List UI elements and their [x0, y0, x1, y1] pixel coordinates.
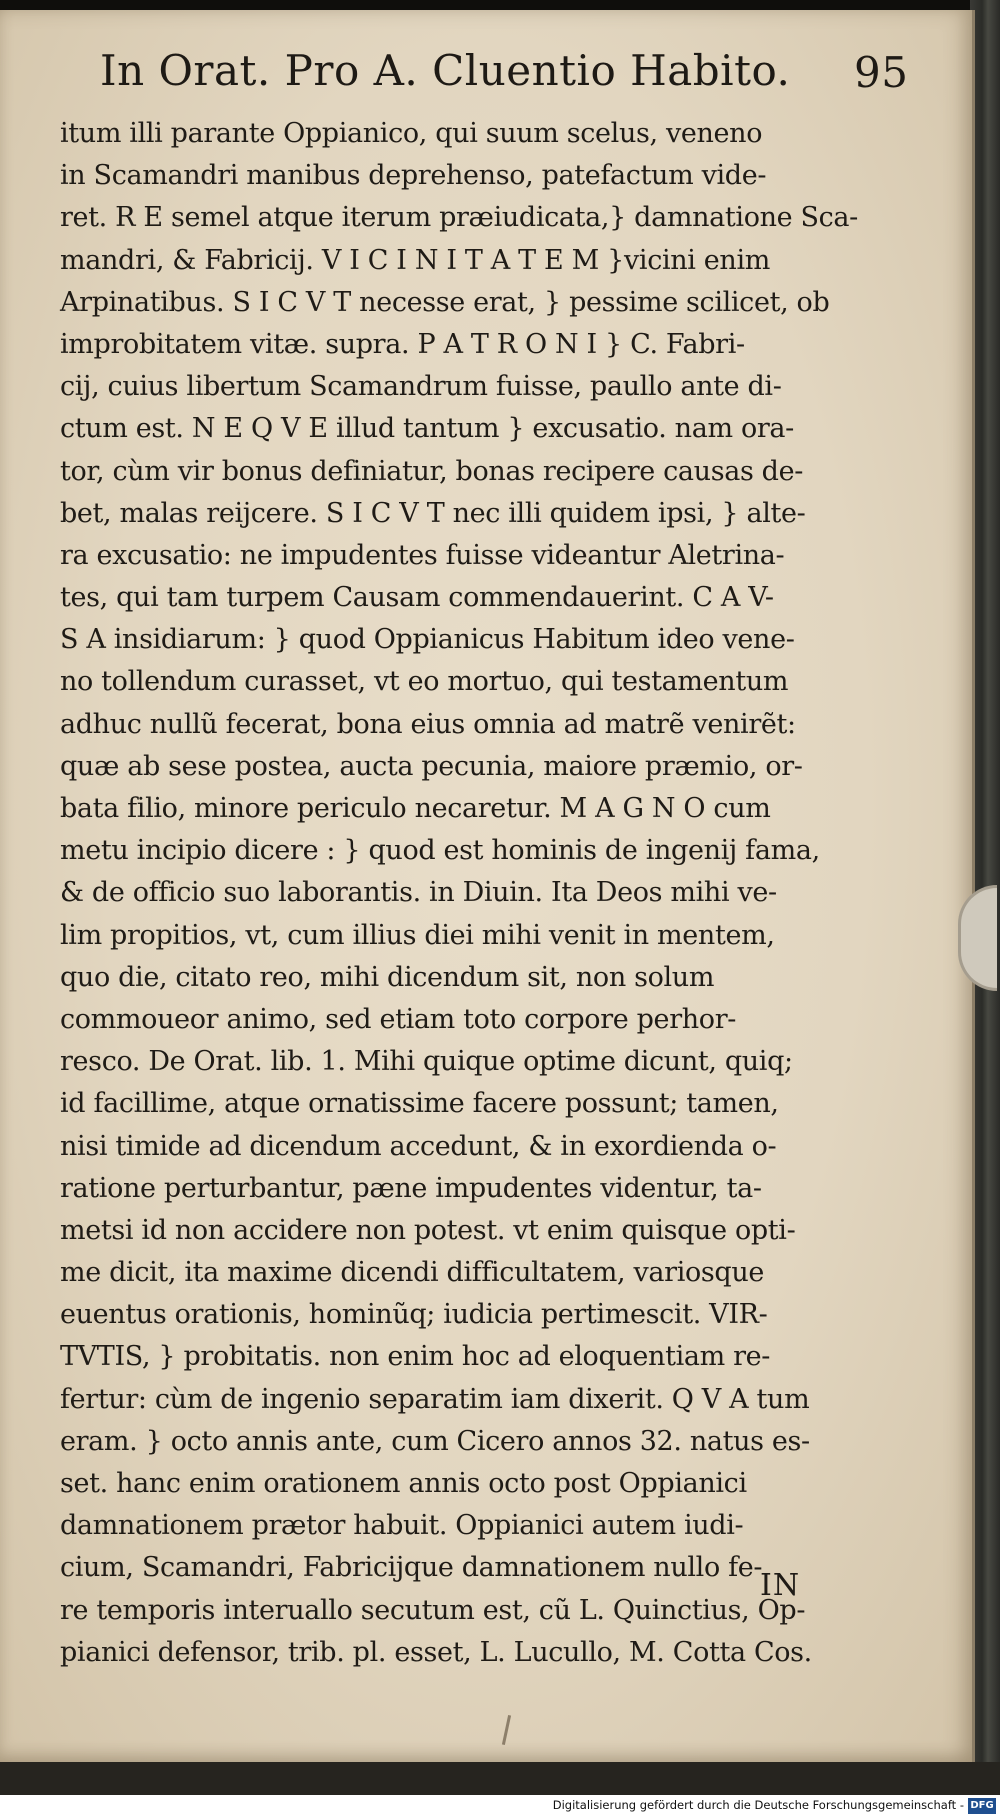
catchword: IN — [760, 1568, 801, 1603]
text-line: me dicit, ita maxime dicendi difficultatem, variosque — [60, 1257, 764, 1289]
text-line: lim propitios, vt, cum illius diei mihi venit in mentem, — [60, 919, 775, 951]
text-line: resco. De Orat. lib. 1. Mihi quique optime dicunt, quiq; — [60, 1046, 793, 1078]
text-line: eram. } octo annis ante, cum Cicero annos 32. natus es- — [60, 1425, 810, 1457]
text-line: bet, malas reijcere. S I C V T nec illi quidem ipsi, } alte- — [60, 497, 806, 529]
text-line: id facillime, atque ornatissime facere possunt; tamen, — [60, 1088, 779, 1120]
text-line: metu incipio dicere : } quod est hominis de ingenij fama, — [60, 835, 820, 867]
dfg-logo-icon: DFG — [968, 1798, 996, 1814]
text-line: no tollendum curasset, vt eo mortuo, qui testamentum — [60, 666, 789, 698]
text-line: itum illi parante Oppianico, qui suum scelus, veneno — [60, 118, 763, 149]
text-line: nisi timide ad dicendum accedunt, & in exordienda o- — [60, 1130, 777, 1162]
text-line: re temporis interuallo secutum est, cũ L. Quinctius, Op- — [60, 1594, 806, 1626]
book-page — [0, 10, 975, 1762]
text-line: metsi id non accidere non potest. vt enim quisque opti- — [60, 1214, 796, 1246]
text-line: pianici defensor, trib. pl. esset, L. Lucullo, M. Cotta Cos. — [60, 1636, 812, 1668]
text-line: S A insidiarum: } quod Oppianicus Habitum ideo vene- — [60, 624, 795, 656]
page-number: 95 — [854, 48, 909, 97]
running-head — [100, 46, 909, 116]
text-line: in Scamandri manibus deprehenso, patefactum vide- — [60, 160, 767, 192]
text-line: ret. R E semel atque iterum præiudicata,} damnatione Sca- — [60, 202, 858, 234]
running-title: In Orat. Pro A. Cluentio Habito. — [100, 46, 791, 95]
text-line: bata filio, minore periculo necaretur. M A G N O cum — [60, 793, 771, 824]
text-line: TVTIS, } probitatis. non enim hoc ad eloquentiam re- — [60, 1341, 771, 1373]
text-line: Arpinatibus. S I C V T necesse erat, } pessime scilicet, ob — [60, 286, 830, 318]
funding-credit: Digitalisierung gefördert durch die Deutsche Forschungsgemeinschaft - — [552, 1798, 964, 1812]
text-line: quo die, citato reo, mihi dicendum sit, non solum — [60, 961, 715, 993]
text-line: improbitatem vitæ. supra. P A T R O N I } C. Fabri- — [60, 328, 745, 360]
text-line: mandri, & Fabricij. V I C I N I T A T E M }vicini enim — [60, 244, 771, 276]
text-line: euentus orationis, hominũq; iudicia pertimescit. VIR- — [60, 1299, 768, 1331]
text-line: adhuc nullũ fecerat, bona eius omnia ad matrẽ venirẽt: — [60, 708, 796, 740]
text-line: ctum est. N E Q V E illud tantum } excusatio. nam ora- — [60, 413, 794, 445]
ink-mark — [502, 1715, 511, 1745]
text-line: & de officio suo laborantis. in Diuin. Ita Deos mihi ve- — [60, 877, 777, 909]
text-line: ra excusatio: ne impudentes fuisse videantur Aletrina- — [60, 539, 785, 571]
text-line: fertur: cùm de ingenio separatim iam dixerit. Q V A tum — [60, 1383, 810, 1415]
text-line: set. hanc enim orationem annis octo post Oppianici — [60, 1468, 747, 1499]
commentary-text — [60, 113, 858, 1674]
text-line: commoueor animo, sed etiam toto corpore perhor- — [60, 1003, 737, 1035]
digitization-footer — [0, 1795, 1000, 1817]
text-line: tor, cùm vir bonus definiatur, bonas recipere causas de- — [60, 455, 804, 487]
text-line: cium, Scamandri, Fabricijque damnationem nullo fe- — [60, 1552, 763, 1584]
text-line: quæ ab sese postea, aucta pecunia, maiore præmio, or- — [60, 750, 803, 782]
text-line: tes, qui tam turpem Causam commendauerint. C A V- — [60, 582, 774, 614]
text-line: cij, cuius libertum Scamandrum fuisse, paullo ante di- — [60, 371, 782, 403]
text-line: ratione perturbantur, pæne impudentes videntur, ta- — [60, 1172, 762, 1204]
scan-bottom-edge — [0, 1762, 1000, 1795]
text-line: damnationem prætor habuit. Oppianici autem iudi- — [60, 1510, 744, 1542]
